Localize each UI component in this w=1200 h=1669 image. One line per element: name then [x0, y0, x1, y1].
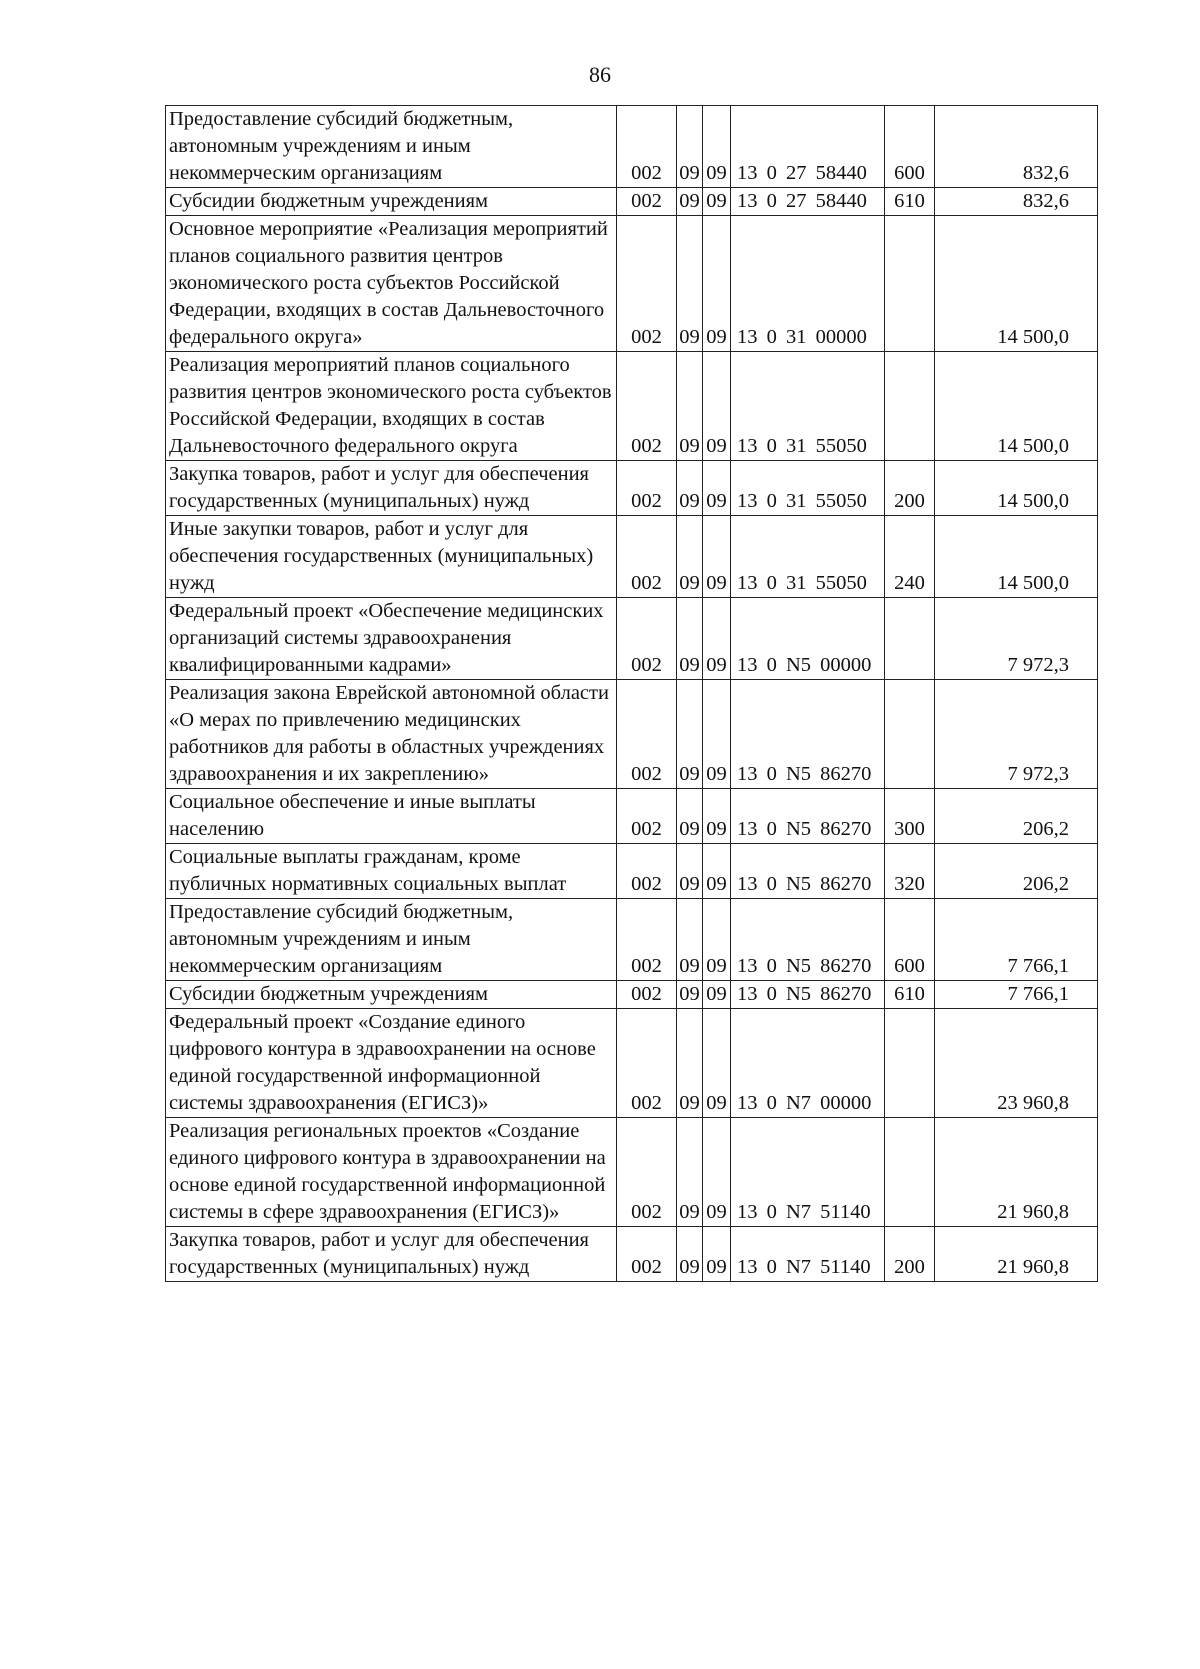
target-article-code: 13 0 N7 00000: [731, 1009, 885, 1118]
subsection-code: 09: [703, 516, 731, 598]
grbs-code: 002: [617, 1227, 677, 1282]
target-article-code: 13 0 N5 86270: [731, 981, 885, 1009]
target-article-code: 13 0 31 55050: [731, 461, 885, 516]
page-number: 86: [589, 62, 611, 87]
section-code: 09: [677, 598, 703, 680]
grbs-code: 002: [617, 216, 677, 352]
target-article-code: 13 0 N5 86270: [731, 844, 885, 899]
amount: 832,6: [935, 106, 1098, 188]
section-code: 09: [677, 844, 703, 899]
expense-type-code: 320: [885, 844, 935, 899]
section-code: 09: [677, 1118, 703, 1227]
row-name: Закупка товаров, работ и услуг для обеспечения государственных (муниципальных) нужд: [166, 461, 617, 516]
section-code: 09: [677, 789, 703, 844]
amount: 21 960,8: [935, 1227, 1098, 1282]
grbs-code: 002: [617, 789, 677, 844]
expense-type-code: 200: [885, 1227, 935, 1282]
amount: 7 766,1: [935, 899, 1098, 981]
grbs-code: 002: [617, 352, 677, 461]
expense-type-code: 200: [885, 461, 935, 516]
table-row: [166, 680, 1098, 789]
section-code: 09: [677, 106, 703, 188]
target-article-code: 13 0 N5 86270: [731, 789, 885, 844]
expense-type-code: 600: [885, 106, 935, 188]
target-article-code: 13 0 N5 86270: [731, 680, 885, 789]
subsection-code: 09: [703, 1009, 731, 1118]
expense-type-code: [885, 216, 935, 352]
amount: 14 500,0: [935, 216, 1098, 352]
subsection-code: 09: [703, 1118, 731, 1227]
section-code: 09: [677, 981, 703, 1009]
grbs-code: 002: [617, 1009, 677, 1118]
target-article-code: 13 0 N7 51140: [731, 1227, 885, 1282]
table-row: [166, 188, 1098, 216]
grbs-code: 002: [617, 461, 677, 516]
expense-type-code: [885, 1118, 935, 1227]
expense-type-code: 610: [885, 188, 935, 216]
target-article-code: 13 0 N5 00000: [731, 598, 885, 680]
table-row: [166, 1227, 1098, 1282]
amount: 14 500,0: [935, 461, 1098, 516]
table-row: [166, 516, 1098, 598]
subsection-code: 09: [703, 106, 731, 188]
grbs-code: 002: [617, 680, 677, 789]
expense-type-code: [885, 1009, 935, 1118]
table-row: [166, 981, 1098, 1009]
grbs-code: 002: [617, 844, 677, 899]
subsection-code: 09: [703, 981, 731, 1009]
subsection-code: 09: [703, 899, 731, 981]
row-name: Закупка товаров, работ и услуг для обеспечения государственных (муниципальных) нужд: [166, 1227, 617, 1282]
table-row: [166, 789, 1098, 844]
expense-type-code: 600: [885, 899, 935, 981]
table-row: [166, 598, 1098, 680]
grbs-code: 002: [617, 188, 677, 216]
subsection-code: 09: [703, 352, 731, 461]
table-row: [166, 844, 1098, 899]
row-name: Предоставление субсидий бюджетным, автономным учреждениям и иным некоммерческим организациям: [166, 106, 617, 188]
section-code: 09: [677, 188, 703, 216]
table-row: [166, 106, 1098, 188]
grbs-code: 002: [617, 598, 677, 680]
section-code: 09: [677, 680, 703, 789]
expense-type-code: 240: [885, 516, 935, 598]
subsection-code: 09: [703, 188, 731, 216]
subsection-code: 09: [703, 461, 731, 516]
amount: 7 972,3: [935, 598, 1098, 680]
row-name: Субсидии бюджетным учреждениям: [166, 981, 617, 1009]
section-code: 09: [677, 1009, 703, 1118]
row-name: Реализация закона Еврейской автономной области «О мерах по привлечению медицинских работников для работы в областных учреждениях здравоохранения и их закреплению»: [166, 680, 617, 789]
table-row: [166, 1009, 1098, 1118]
table-row: [166, 352, 1098, 461]
section-code: 09: [677, 516, 703, 598]
amount: 23 960,8: [935, 1009, 1098, 1118]
target-article-code: 13 0 27 58440: [731, 106, 885, 188]
section-code: 09: [677, 1227, 703, 1282]
subsection-code: 09: [703, 680, 731, 789]
expense-type-code: 300: [885, 789, 935, 844]
table-row: [166, 461, 1098, 516]
row-name: Реализация мероприятий планов социального развития центров экономического роста субъектов Российской Федерации, входящих в состав Дальневосточного федерального округа: [166, 352, 617, 461]
budget-table: [165, 105, 1098, 1282]
section-code: 09: [677, 899, 703, 981]
table-row: [166, 899, 1098, 981]
amount: 7 972,3: [935, 680, 1098, 789]
expense-type-code: [885, 598, 935, 680]
section-code: 09: [677, 216, 703, 352]
amount: 832,6: [935, 188, 1098, 216]
amount: 21 960,8: [935, 1118, 1098, 1227]
amount: 206,2: [935, 789, 1098, 844]
grbs-code: 002: [617, 981, 677, 1009]
subsection-code: 09: [703, 216, 731, 352]
subsection-code: 09: [703, 844, 731, 899]
row-name: Реализация региональных проектов «Создание единого цифрового контура в здравоохранении на основе единой государственной информационной системы в сфере здравоохранения (ЕГИСЗ)»: [166, 1118, 617, 1227]
amount: 14 500,0: [935, 516, 1098, 598]
row-name: Субсидии бюджетным учреждениям: [166, 188, 617, 216]
target-article-code: 13 0 31 55050: [731, 516, 885, 598]
target-article-code: 13 0 N5 86270: [731, 899, 885, 981]
row-name: Федеральный проект «Создание единого цифрового контура в здравоохранении на основе единой государственной информационной системы здравоохранения (ЕГИСЗ)»: [166, 1009, 617, 1118]
target-article-code: 13 0 N7 51140: [731, 1118, 885, 1227]
table-row: [166, 1118, 1098, 1227]
row-name: Социальные выплаты гражданам, кроме публичных нормативных социальных выплат: [166, 844, 617, 899]
target-article-code: 13 0 31 55050: [731, 352, 885, 461]
section-code: 09: [677, 352, 703, 461]
grbs-code: 002: [617, 106, 677, 188]
row-name: Предоставление субсидий бюджетным, автономным учреждениям и иным некоммерческим организациям: [166, 899, 617, 981]
amount: 206,2: [935, 844, 1098, 899]
subsection-code: 09: [703, 1227, 731, 1282]
amount: 14 500,0: [935, 352, 1098, 461]
grbs-code: 002: [617, 899, 677, 981]
grbs-code: 002: [617, 1118, 677, 1227]
section-code: 09: [677, 461, 703, 516]
amount: 7 766,1: [935, 981, 1098, 1009]
target-article-code: 13 0 31 00000: [731, 216, 885, 352]
subsection-code: 09: [703, 598, 731, 680]
row-name: Социальное обеспечение и иные выплаты населению: [166, 789, 617, 844]
expense-type-code: 610: [885, 981, 935, 1009]
row-name: Основное мероприятие «Реализация мероприятий планов социального развития центров экономического роста субъектов Российской Федерации, входящих в состав Дальневосточного федерального округа»: [166, 216, 617, 352]
expense-type-code: [885, 680, 935, 789]
row-name: Федеральный проект «Обеспечение медицинских организаций системы здравоохранения квалифицированными кадрами»: [166, 598, 617, 680]
grbs-code: 002: [617, 516, 677, 598]
subsection-code: 09: [703, 789, 731, 844]
target-article-code: 13 0 27 58440: [731, 188, 885, 216]
row-name: Иные закупки товаров, работ и услуг для обеспечения государственных (муниципальных) нужд: [166, 516, 617, 598]
table-row: [166, 216, 1098, 352]
expense-type-code: [885, 352, 935, 461]
